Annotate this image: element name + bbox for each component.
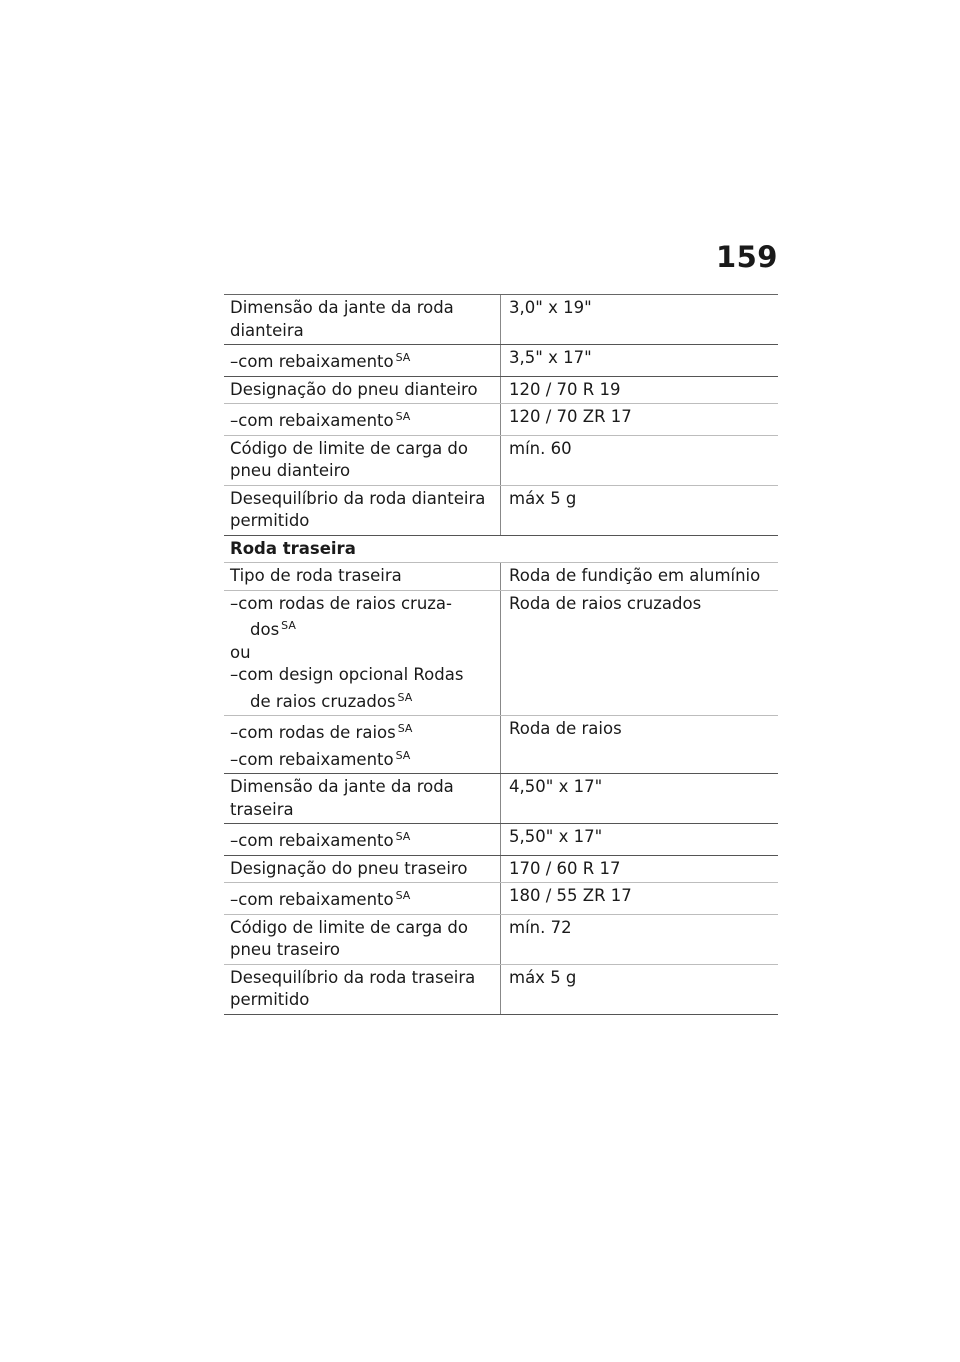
spec-label	[224, 591, 501, 716]
page-number: 159	[715, 240, 778, 274]
spec-value: mín. 72	[509, 917, 572, 937]
table-row	[224, 486, 778, 536]
spec-label	[224, 377, 501, 404]
table-row	[224, 824, 778, 856]
spec-value: Roda de raios cruzados	[509, 593, 702, 613]
label-line: Código de limite de carga do	[230, 438, 468, 458]
label-line: pneu dianteiro	[230, 461, 351, 480]
sa-marker: SA	[395, 889, 411, 902]
table-row	[224, 883, 778, 915]
spec-label	[224, 883, 501, 914]
label-line: permitido	[230, 511, 310, 530]
sa-marker: SA	[395, 748, 411, 762]
spec-label	[224, 563, 501, 590]
label-line: Dimensão da jante da roda	[230, 777, 454, 796]
spec-value: Roda de fundição em alumínio	[509, 566, 761, 585]
label-line: –com rebaixamento	[230, 890, 394, 909]
spec-value: 4,50" x 17"	[509, 777, 603, 796]
spec-label	[224, 965, 501, 1014]
table-row	[224, 377, 778, 405]
sa-marker: SA	[395, 410, 411, 423]
sa-marker: SA	[281, 619, 296, 632]
table-row	[224, 345, 778, 377]
sa-marker: SA	[395, 351, 411, 364]
label-line: Código de limite de carga do	[230, 917, 468, 937]
label-line: traseira	[230, 799, 294, 819]
spec-label	[224, 915, 501, 964]
table-row	[224, 774, 778, 824]
table-row	[224, 856, 778, 884]
section-title: Roda traseira	[230, 538, 356, 558]
label-line: Tipo de roda traseira	[230, 566, 402, 585]
table-row	[224, 436, 778, 486]
spec-label	[224, 824, 501, 855]
spec-value: 120 / 70 R 19	[509, 379, 621, 399]
spec-label	[224, 716, 501, 773]
table-row	[224, 404, 778, 436]
sa-marker: SA	[397, 722, 413, 735]
label-line: –com rodas de raios cruza-	[230, 593, 453, 613]
label-line: –com rodas de raios	[230, 723, 396, 742]
label-line: de raios cruzados	[250, 691, 396, 711]
label-line: Designação do pneu dianteiro	[230, 379, 478, 399]
label-line: Designação do pneu traseiro	[230, 858, 468, 878]
label-line: ou	[230, 642, 251, 662]
spec-value: 170 / 60 R 17	[509, 858, 621, 878]
spec-value: mín. 60	[509, 438, 572, 458]
spec-value: 5,50" x 17"	[509, 827, 603, 846]
spec-label	[224, 345, 501, 376]
label-line: –com design opcional Rodas	[230, 665, 464, 684]
table-row	[224, 716, 778, 774]
table-row	[224, 295, 778, 345]
spec-value: 3,0" x 19"	[509, 298, 592, 317]
table-row	[224, 591, 778, 717]
spec-label	[224, 404, 501, 435]
label-line: dos	[250, 620, 280, 639]
label-line: –com rebaixamento	[230, 749, 394, 769]
label-line: Desequilíbrio da roda traseira	[230, 967, 476, 987]
spec-value: Roda de raios	[509, 719, 622, 738]
spec-label	[224, 774, 501, 823]
spec-value: 120 / 70 ZR 17	[509, 407, 632, 426]
label-line: Dimensão da jante da roda	[230, 298, 454, 317]
spec-value: 3,5" x 17"	[509, 348, 592, 367]
spec-label	[224, 295, 501, 344]
label-line: –com rebaixamento	[230, 352, 394, 371]
label-line: Desequilíbrio da roda dianteira	[230, 488, 486, 508]
label-line: dianteira	[230, 320, 304, 340]
sa-marker: SA	[395, 830, 411, 843]
spec-label	[224, 436, 501, 485]
section-header-row	[224, 536, 778, 564]
sa-marker: SA	[397, 690, 413, 704]
label-line: –com rebaixamento	[230, 831, 394, 850]
spec-value: máx 5 g	[509, 967, 577, 987]
label-line: –com rebaixamento	[230, 411, 394, 430]
spec-label	[224, 486, 501, 535]
wheel-spec-table	[224, 294, 778, 1015]
spec-value: 180 / 55 ZR 17	[509, 886, 632, 905]
table-row	[224, 965, 778, 1015]
spec-label	[224, 856, 501, 883]
table-row	[224, 563, 778, 591]
label-line: permitido	[230, 990, 310, 1009]
spec-value: máx 5 g	[509, 488, 577, 508]
table-row	[224, 915, 778, 965]
label-line: pneu traseiro	[230, 940, 340, 959]
